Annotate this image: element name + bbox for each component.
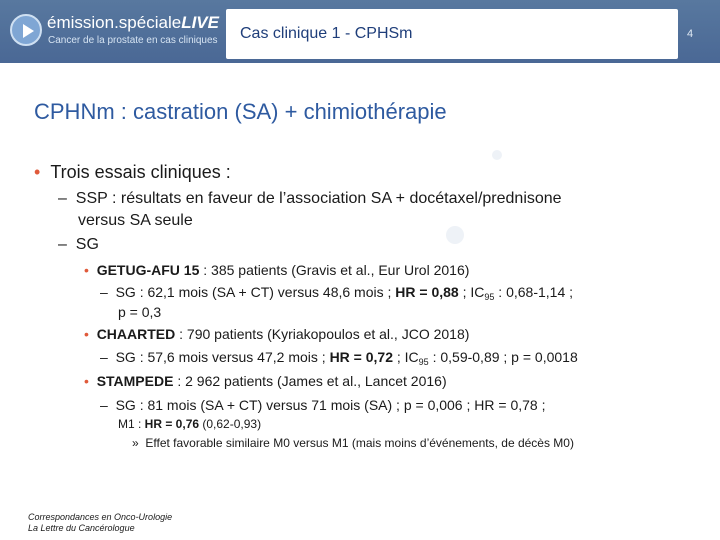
bullet-icon: • xyxy=(84,373,89,389)
trial-stampede: • STAMPEDE : 2 962 patients (James et al., Lancet 2016) xyxy=(84,373,447,389)
bullet-icon: • xyxy=(34,162,41,182)
page-number: 4 xyxy=(687,28,694,40)
getug-sg-line: – SG : 62,1 mois (SA + CT) versus 48,6 mois ; HR = 0,88 ; $IC_{95}$ : 0,68-1,14 ; xyxy=(100,284,574,302)
slide-heading: CPHNm : castration (SA) + chimiothérapie xyxy=(34,99,447,124)
footer-line-1: Correspondances en Onco-Urologie xyxy=(28,512,173,522)
double-chevron-icon: » xyxy=(132,436,139,450)
getug-p-value: p = 0,3 xyxy=(118,304,162,320)
footer xyxy=(28,512,172,534)
dash-icon: – xyxy=(100,349,108,365)
bullet-level2-ssp: – SSP : résultats en faveur de l’association SA + docétaxel/prednisone xyxy=(58,190,562,207)
dash-icon: – xyxy=(58,236,67,253)
bullet-icon: • xyxy=(84,262,89,278)
effect-line: » Effet favorable similaire M0 versus M1 (mais moins d’événements, de décès M0) xyxy=(132,436,574,450)
dash-icon: – xyxy=(58,190,67,207)
trial-getug: • GETUG-AFU 15 : 385 patients (Gravis et al., Eur Urol 2016) xyxy=(84,262,470,278)
bullet-level1: • Trois essais cliniques : xyxy=(34,162,231,182)
logo-subtitle: Cancer de la prostate en cas cliniques xyxy=(48,35,218,46)
slide-title: Cas clinique 1 - CPHSm xyxy=(240,25,413,42)
stampede-sg-line: – SG : 81 mois (SA + CT) versus 71 mois (SA) ; p = 0,006 ; HR = 0,78 ; xyxy=(100,397,546,413)
trial-chaarted: • CHAARTED : 790 patients (Kyriakopoulos et al., JCO 2018) xyxy=(84,326,470,342)
dash-icon: – xyxy=(100,284,108,300)
chaarted-sg-line: – SG : 57,6 mois versus 47,2 mois ; HR = 0,72 ; $IC_{95}$ : 0,59-0,89 ; p = 0,0018 xyxy=(100,349,578,367)
bullet-level2-sg: – SG xyxy=(58,236,99,253)
dash-icon: – xyxy=(100,397,108,413)
bullet-level2-ssp-cont: versus SA seule xyxy=(78,212,193,229)
footer-line-2: La Lettre du Cancérologue xyxy=(28,523,135,533)
stampede-m1-line: M1 : HR = 0,76 (0,62-0,93) xyxy=(118,417,262,431)
bullet-icon: • xyxy=(84,326,89,342)
logo-title: émission.spécialeLIVE xyxy=(47,13,219,32)
